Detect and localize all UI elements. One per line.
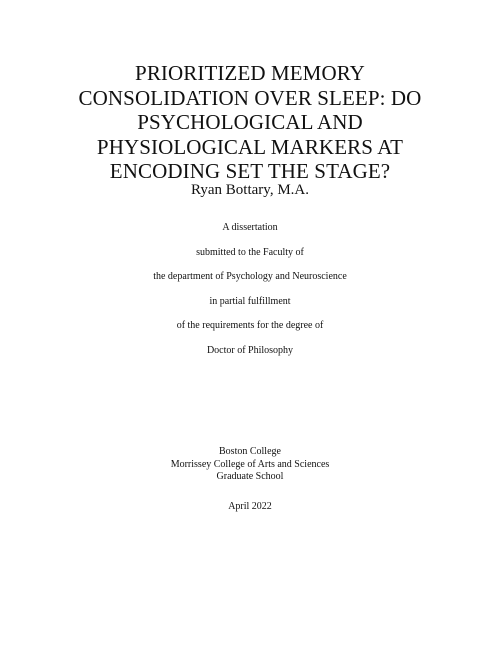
degree-statement <box>0 222 500 369</box>
statement-line: in partial fulfillment <box>209 295 291 307</box>
institution-block <box>0 446 500 484</box>
statement-line: the department of Psychology and Neuroscience <box>153 271 347 282</box>
title-line: PSYCHOLOGICAL AND <box>137 110 363 134</box>
statement-line: A dissertation <box>222 222 278 233</box>
title-line: CONSOLIDATION OVER SLEEP: DO <box>78 85 422 110</box>
institution-line: Graduate School <box>216 471 284 482</box>
institution-line: Morrissey College of Arts and Sciences <box>170 458 330 470</box>
statement-line: of the requirements for the degree of <box>176 320 324 331</box>
title-line: ENCODING SET THE STAGE? <box>109 159 391 183</box>
dissertation-title <box>40 61 460 184</box>
submission-date: April 2022 <box>228 501 272 512</box>
statement-line: Doctor of Philosophy <box>206 344 294 356</box>
title-line: PHYSIOLOGICAL MARKERS AT <box>96 134 404 159</box>
title-line: PRIORITIZED MEMORY <box>135 61 365 85</box>
statement-line: submitted to the Faculty of <box>196 246 304 258</box>
author-name: Ryan Bottary, M.A. <box>190 182 309 198</box>
institution-line: Boston College <box>219 446 281 457</box>
